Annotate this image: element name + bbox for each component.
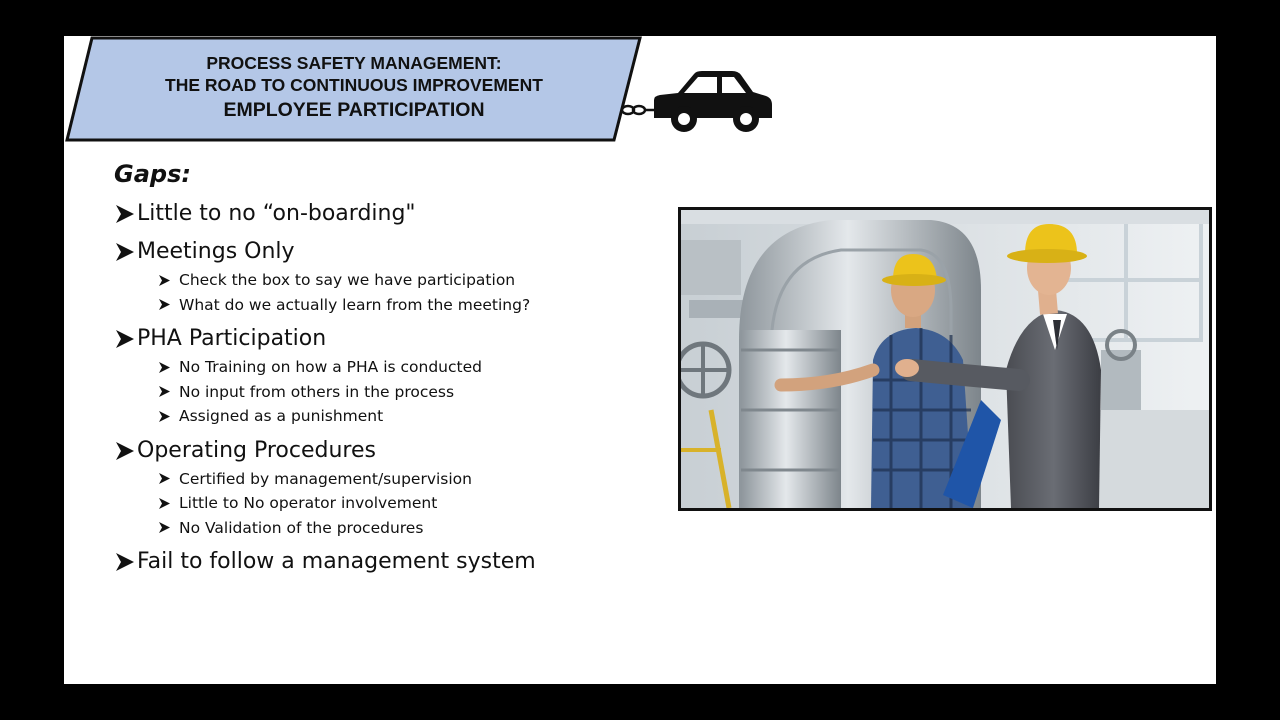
sub-item: [158, 380, 536, 405]
list-item: [114, 236, 536, 317]
list-item: [114, 198, 536, 230]
item-label: Operating Procedures: [137, 437, 376, 463]
arrow-bullet-icon: [158, 472, 171, 485]
sub-item-label: Little to No operator involvement: [179, 494, 438, 512]
arrow-bullet-icon: [114, 551, 136, 573]
gaps-list: [114, 156, 536, 578]
sub-item: [158, 268, 536, 293]
banner-title: [104, 52, 604, 124]
item-label: PHA Participation: [137, 326, 327, 351]
sub-item-label: No Validation of the procedures: [179, 518, 424, 537]
sub-item: [158, 491, 536, 516]
arrow-bullet-icon: [158, 410, 171, 423]
list-item: [114, 323, 536, 429]
arrow-bullet-icon: [158, 497, 171, 510]
sub-item: [158, 404, 536, 429]
arrow-bullet-icon: [114, 440, 136, 462]
arrow-bullet-icon: [158, 361, 171, 374]
title-line-3: EMPLOYEE PARTICIPATION: [223, 99, 485, 121]
title-banner: [64, 36, 644, 142]
item-label: Little to no “on-boarding": [137, 201, 416, 226]
arrow-bullet-icon: [114, 328, 136, 350]
arrow-bullet-icon: [158, 298, 171, 311]
arrow-bullet-icon: [158, 274, 171, 287]
sub-item-label: Certified by management/supervision: [179, 469, 472, 488]
list-item: [114, 435, 536, 541]
sub-item-label: Check the box to say we have participation: [179, 271, 516, 289]
arrow-bullet-icon: [114, 203, 136, 225]
sub-item-label: Assigned as a punishment: [179, 407, 384, 425]
arrow-bullet-icon: [158, 521, 171, 534]
sub-item: [158, 293, 536, 318]
sub-item: [158, 467, 536, 492]
list-item: [114, 546, 536, 578]
title-line-1: PROCESS SAFETY MANAGEMENT:: [206, 53, 502, 73]
gaps-heading: Gaps:: [114, 160, 191, 188]
workers-photo: [678, 207, 1212, 511]
title-line-2: THE ROAD TO CONTINUOUS IMPROVEMENT: [165, 75, 543, 95]
sub-item-label: What do we actually learn from the meeting?: [179, 295, 531, 314]
workers-illustration: [681, 210, 1209, 508]
arrow-bullet-icon: [114, 241, 136, 263]
sub-item: [158, 355, 536, 380]
car-icon: [620, 68, 776, 134]
arrow-bullet-icon: [158, 385, 171, 398]
sub-item-label: No Training on how a PHA is conducted: [179, 358, 482, 376]
item-label: Fail to follow a management system: [137, 549, 536, 574]
sub-item-label: No input from others in the process: [179, 382, 455, 401]
chain-icon: [622, 106, 654, 114]
slide: [64, 36, 1216, 684]
sub-item: [158, 516, 536, 541]
item-label: Meetings Only: [137, 239, 295, 264]
